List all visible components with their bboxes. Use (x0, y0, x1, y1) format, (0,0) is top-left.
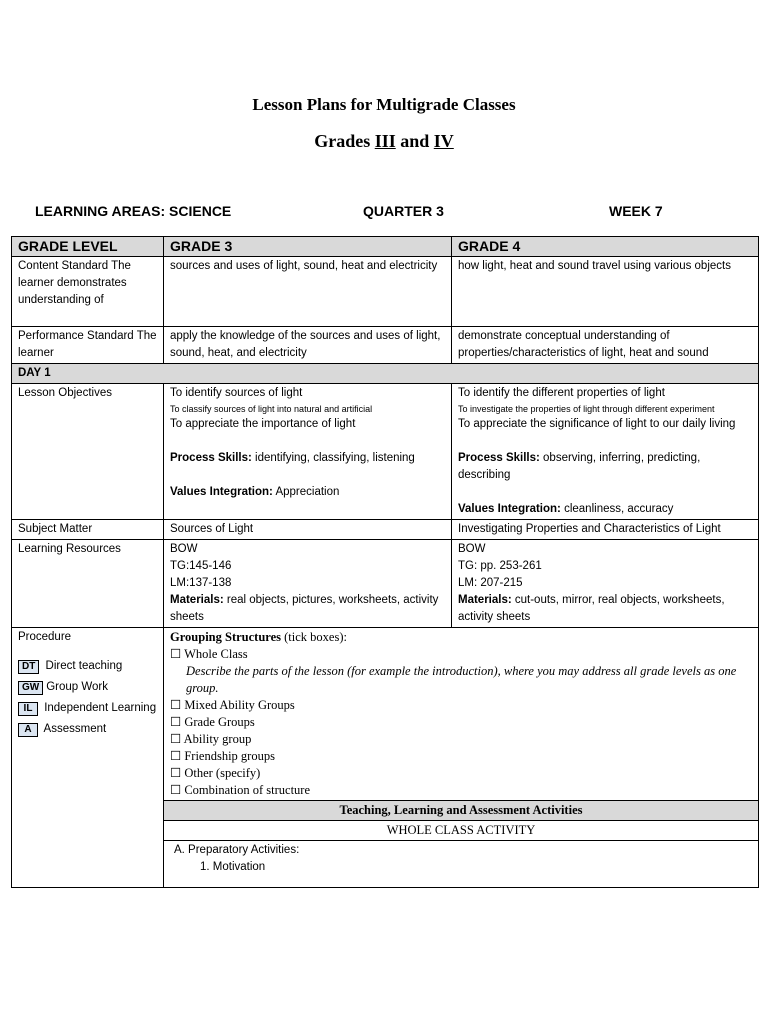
resources-g3: BOW TG:145-146 LM:137-138 Materials: real objects, pictures, worksheets, activity sheets (164, 540, 452, 628)
values-integration-g4: Values Integration: cleanliness, accuracy (458, 503, 674, 515)
procedure-cell (12, 628, 164, 888)
resources-label: Learning Resources (12, 540, 164, 628)
preparatory-activities: A. Preparatory Activities: 1. Motivation (164, 841, 759, 888)
subject-matter-row (12, 520, 759, 540)
header-row (12, 237, 759, 257)
content-standard-g3: sources and uses of light, sound, heat and electricity (164, 257, 452, 327)
subject-matter-label: Subject Matter (12, 520, 164, 540)
content-standard-label: Content Standard The learner demonstrates understanding of (12, 257, 164, 327)
option-ability-group: ☐ Ability group (170, 732, 252, 746)
a-badge: A (18, 723, 38, 737)
option-friendship-groups: ☐ Friendship groups (170, 749, 275, 763)
performance-standard-row (12, 327, 759, 364)
gw-badge: GW (18, 681, 43, 695)
objectives-g4: To identify the different properties of light To investigate the properties of light through different experiment To appreciate the significance of light to our daily living Process Skills: observing, inferring, predicting, describing Values Integration: cleanliness, accuracy (452, 384, 759, 520)
subject-matter-g4: Investigating Properties and Characteristics of Light (452, 520, 759, 540)
option-mixed-ability: ☐ Mixed Ability Groups (170, 698, 295, 712)
performance-standard-g4: demonstrate conceptual understanding of properties/characteristics of light, heat and sound (452, 327, 759, 364)
document-title: Lesson Plans for Multigrade Classes (252, 95, 516, 114)
objectives-g3: To identify sources of light To classify sources of light into natural and artificial To appreciate the importance of light Process Skills: identifying, classifying, listening Values Integration: Appreciation (164, 384, 452, 520)
resources-row (12, 540, 759, 628)
grade-4-header: GRADE 4 (452, 237, 759, 257)
performance-standard-label: Performance Standard The learner (12, 327, 164, 364)
content-standard-g4: how light, heat and sound travel using various objects (452, 257, 759, 327)
lesson-plan-table (11, 236, 759, 888)
grade-3-header: GRADE 3 (164, 237, 452, 257)
objectives-label: Lesson Objectives (12, 384, 164, 520)
option-other: ☐ Other (specify) (170, 766, 261, 780)
option-whole-class: ☐ Whole Class (170, 647, 248, 661)
legend-group-work: GW Group Work (18, 679, 157, 696)
legend-direct-teaching: DT Direct teaching (18, 658, 157, 675)
tla-header: Teaching, Learning and Assessment Activities (164, 801, 759, 821)
quarter: QUARTER 3 (363, 203, 444, 219)
grade-level-header: GRADE LEVEL (12, 237, 164, 257)
objectives-row (12, 384, 759, 520)
resources-g4: BOW TG: pp. 253-261 LM: 207-215 Materials: cut-outs, mirror, real objects, worksheets, activity sheets (452, 540, 759, 628)
grade-a: III (374, 131, 396, 151)
day-row (12, 364, 759, 384)
il-badge: IL (18, 702, 38, 716)
content-standard-row (12, 257, 759, 327)
dt-badge: DT (18, 660, 39, 674)
procedure-row (12, 628, 759, 801)
process-skills-g4: Process Skills: observing, inferring, predicting, describing (458, 452, 701, 481)
whole-class-activity: WHOLE CLASS ACTIVITY (164, 821, 759, 841)
option-combination: ☐ Combination of structure (170, 783, 311, 797)
legend-assessment: A Assessment (18, 721, 157, 738)
subject-matter-g3: Sources of Light (164, 520, 452, 540)
procedure-label: Procedure (18, 631, 72, 643)
day-label: DAY 1 (12, 364, 759, 384)
learning-areas: LEARNING AREAS: SCIENCE (35, 203, 232, 219)
whole-class-description: Describe the parts of the lesson (for example the introduction), where you may address all grade levels as one group. (186, 664, 737, 695)
grouping-structures: Grouping Structures (tick boxes): ☐ Whole Class Describe the parts of the lesson (for example the introduction), where you may address all grade levels as one group. ☐ Mixed Ability Groups ☐ Grade Groups ☐ Ability group ☐ Friendship groups ☐ Other (specify) ☐ Combination of structure (164, 628, 759, 801)
legend-independent-learning: IL Independent Learning (18, 700, 157, 717)
grade-b: IV (433, 131, 454, 151)
week: WEEK 7 (609, 203, 663, 219)
performance-standard-g3: apply the knowledge of the sources and uses of light, sound, heat, and electricity (164, 327, 452, 364)
process-skills-g3: Process Skills: identifying, classifying, listening (170, 452, 415, 464)
grades-subtitle: Grades III and IV (314, 131, 454, 151)
option-grade-groups: ☐ Grade Groups (170, 715, 255, 729)
values-integration-g3: Values Integration: Appreciation (170, 486, 340, 498)
